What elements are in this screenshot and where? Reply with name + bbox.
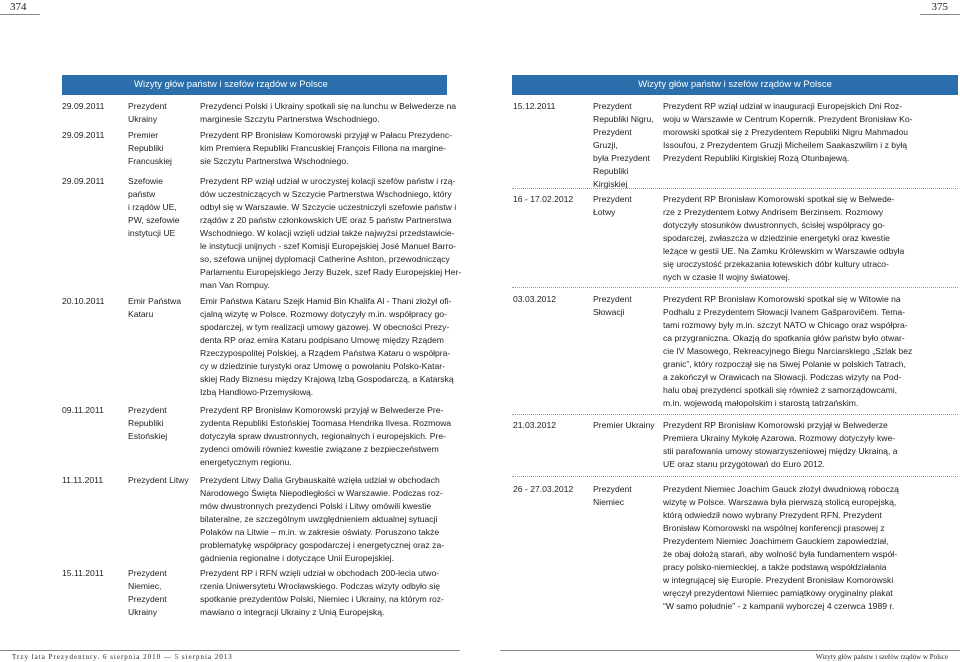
visit-description: Prezydent RP Bronisław Komorowski przyjął w Belwederze Premiera Ukrainy Mykołę Azarowa. Rozmowy dotyczyły kwe- stii parafowania umowy stowarzyszeniowej między Ukrainą, a UE oraz stanu przygotowań do Euro 2012. [663,420,898,469]
row-divider [512,287,958,288]
footer-rule-left [0,650,460,651]
visit-date: 16 - 17.02.2012 [513,194,574,204]
section-header-right: Wizyty głów państw i szefów rządów w Polsce [512,75,958,95]
visit-description: Prezydent RP i RFN wzięli udział w obchodach 200-lecia utwo- rzenia Uniwersytetu Wrocławskiego. Podczas wizyty odbyło się spotkanie prezydentów Polski, Niemiec i Ukrainy, na którym roz- mawiano o integracji Ukrainy z Unią Europejską. [200,568,444,617]
visit-date: 03.03.2012 [513,294,557,304]
visit-date: 15.12.2011 [513,101,556,111]
visit-guest: Prezydent Litwy [128,475,189,485]
row-divider [512,188,958,189]
visit-guest: Prezydent Łotwy [593,194,632,217]
visit-description: Prezydent Litwy Dalia Grybauskaitė wzięła udział w obchodach Narodowego Święta Niepodległości w Warszawie. Podczas roz- mów dwustronnych prezydenci Polski i Litwy omówili kwestie bilateralne, ze szczególnym uwzględnieniem aktualnej sytuacji Polaków na Litwie – m.in. w zakresie oświaty. Poruszono także problematykę współpracy gospodarczej i energetycznej oraz za- gadnienia regionalne i dotyczące Unii Europejskiej. [200,475,445,563]
visit-description: Prezydent RP Bronisław Komorowski spotkał się w Witowie na Podhalu z Prezydentem Słowacji Ivanem Gašparovičem. Tema- tami rozmowy były m.in. szczyt NATO w Chicago oraz współpra- ca przygraniczna. Okazją do spotkania głów państw było otwar- cie IV Masowego, Rekreacyjnego Biegu Narciarskiego „Szlak bez granic”, który rozpoczął się na Siwej Polanie w polskich Tatrach, a zakończył w Orawicach na Słowacji. Podczas wizyty na Pod- halu obaj prezydenci spotkali się również z samorządowcami, m.in. wojewodą małopolskim i starostą tatrzańskim. [663,294,913,408]
visit-guest: Prezydent Republiki Nigru, Prezydent Gruzji, była Prezydent Republiki Kirgiskiej [593,101,654,189]
visit-description: Prezydent RP wziął udział w uroczystej kolacji szefów państw i rzą- dów uczestniczących w Szczycie Partnerstwa Wschodniego, który odbył się w Warszawie. W Szczycie uczestniczyli szefowie państw i rządów z 20 państw członkowskich UE oraz 5 państw Partnerstwa Wschodniego. W kolacji wzięli udział także najwyżsi przedstawicie- le instytucji unijnych - szef Komisji Europejskiej José Manuel Barro- so, szefowa unijnej dyplomacji Catherine Ashton, przewodniczący Parlamentu Europejskiego Jerzy Buzek, szef Rady Europejskiej Her- man Van Rompuy. [200,176,462,290]
footer-right-text: Wizyty głów państw i szefów rządów w Polsce [815,653,948,661]
page-number-left-text: 374 [10,1,27,13]
visit-date: 29.09.2011 [62,101,105,111]
visit-description: Prezydent RP Bronisław Komorowski przyjął w Pałacu Prezydenc- kim Premiera Republiki Francuskiej François Fillona na margine- sie Szczytu Partnerstwa Wschodniego. [200,130,453,166]
visit-guest: Prezydent Słowacji [593,294,632,317]
section-header-left: Wizyty głów państw i szefów rządów w Polsce [62,75,447,95]
visit-guest: Prezydent Republiki Estońskiej [128,405,168,441]
visit-guest: Emir Państwa Kataru [128,296,182,319]
visit-guest: Prezydent Niemiec [593,484,632,507]
visit-date: 15.11.2011 [62,568,104,578]
visit-guest: Prezydent Niemiec, Prezydent Ukrainy [128,568,167,617]
visit-date: 11.11.2011 [62,475,104,485]
visit-date: 09.11.2011 [62,405,104,415]
visit-date: 20.10.2011 [62,296,105,306]
visit-description: Prezydent RP wziął udział w inauguracji Europejskich Dni Roz- woju w Warszawie w Centrum Kopernik. Prezydent Bronisław Ko- morowski spotkał się z Prezydentem Republiki Nigru Mahmadou Issoufou, z Prezydentem Gruzji Micheilem Saakaszwilim i z byłą Prezydent Republiki Kirgiskiej Rozą Otunbajewą. [663,101,913,163]
footer-rule-right [500,650,960,651]
row-divider [512,414,958,415]
visit-description: Prezydent Niemiec Joachim Gauck złożył dwudniową roboczą wizytę w Polsce. Warszawa była pierwszą stolicą europejską, którą odwiedził nowo wybrany Prezydent RFN. Prezydent Bronisław Komorowski na wspólnej konferencji prasowej z Prezydentem Niemiec Joachimem Gauckiem zapowiedział, że obaj dołożą starań, aby wolność była fundamentem współ- pracy polsko-niemieckiej, a także podstawą współdziałania w integrującej się Europie. Prezydent Bronisław Komorowski wręczył prezydentowi Niemiec pamiątkowy oryginalny plakat “W samo południe” - z kampanii wyborczej 4 czerwca 1989 r. [663,484,899,611]
page-number-right [920,0,960,15]
visit-description: Emir Państwa Kataru Szejk Hamid Bin Khalifa Al - Thani złożył ofi- cjalną wizytę w Polsce. Rozmowy dotyczyły m.in. współpracy go- spodarczej, w tym realizacji umowy gazowej. W obecności Prezy- denta RP oraz emira Kataru podpisano Umowę między Rządem Rzeczypospolitej Polskiej, a Rządem Państwa Kataru o współpra- cy w dziedzinie turystyki oraz Umowę o powołaniu Polsko-Katar- skiej Rady Biznesu między Krajową Izbą Gospodarczą, a Katarską Izbą Handlowo-Przemysłową. [200,296,454,397]
page-number-right-text: 375 [931,1,948,13]
visit-date: 29.09.2011 [62,176,105,186]
footer-left-text: Trzy lata Prezydentury. 6 sierpnia 2010 — 5 sierpnia 2013 [12,653,233,661]
visit-guest: Premier Ukrainy [593,420,655,430]
page-number-left [0,0,40,15]
visit-guest: Premier Republiki Francuskiej [128,130,172,166]
visit-date: 21.03.2012 [513,420,557,430]
visit-guest: Szefowie państw i rządów UE, PW, szefowie instytucji UE [128,176,180,238]
visit-description: Prezydenci Polski i Ukrainy spotkali się na lunchu w Belwederze na marginesie Szczytu Partnerstwa Wschodniego. [200,101,457,124]
visit-date: 26 - 27.03.2012 [513,484,574,494]
visit-description: Prezydent RP Bronisław Komorowski przyjął w Belwederze Pre- zydenta Republiki Estońskiej Toomasa Hendrika Ilvesa. Rozmowa dotyczyła spraw dwustronnych, regionalnych i europejskich. Pre- zydenci omówili również kwestie związane z bezpieczeństwem energetycznym regionu. [200,405,452,467]
row-divider [512,476,958,477]
visit-date: 29.09.2011 [62,130,105,140]
visit-description: Prezydent RP Bronisław Komorowski spotkał się w Belwede- rze z Prezydentem Łotwy Andrisem Berzinsem. Rozmowy dotyczyły stosunków dwustronnych, ścisłej współpracy go- spodarczej, zwłaszcza w dziedzinie energetyki oraz kwestie leżące w gestii UE. Na Zamku Królewskim w Warszawie odbyła się uroczystość przekazania łotewskich dóbr kultury utraco- nych w czasie II wojny światowej. [663,194,905,282]
visit-guest: Prezydent Ukrainy [128,101,167,124]
